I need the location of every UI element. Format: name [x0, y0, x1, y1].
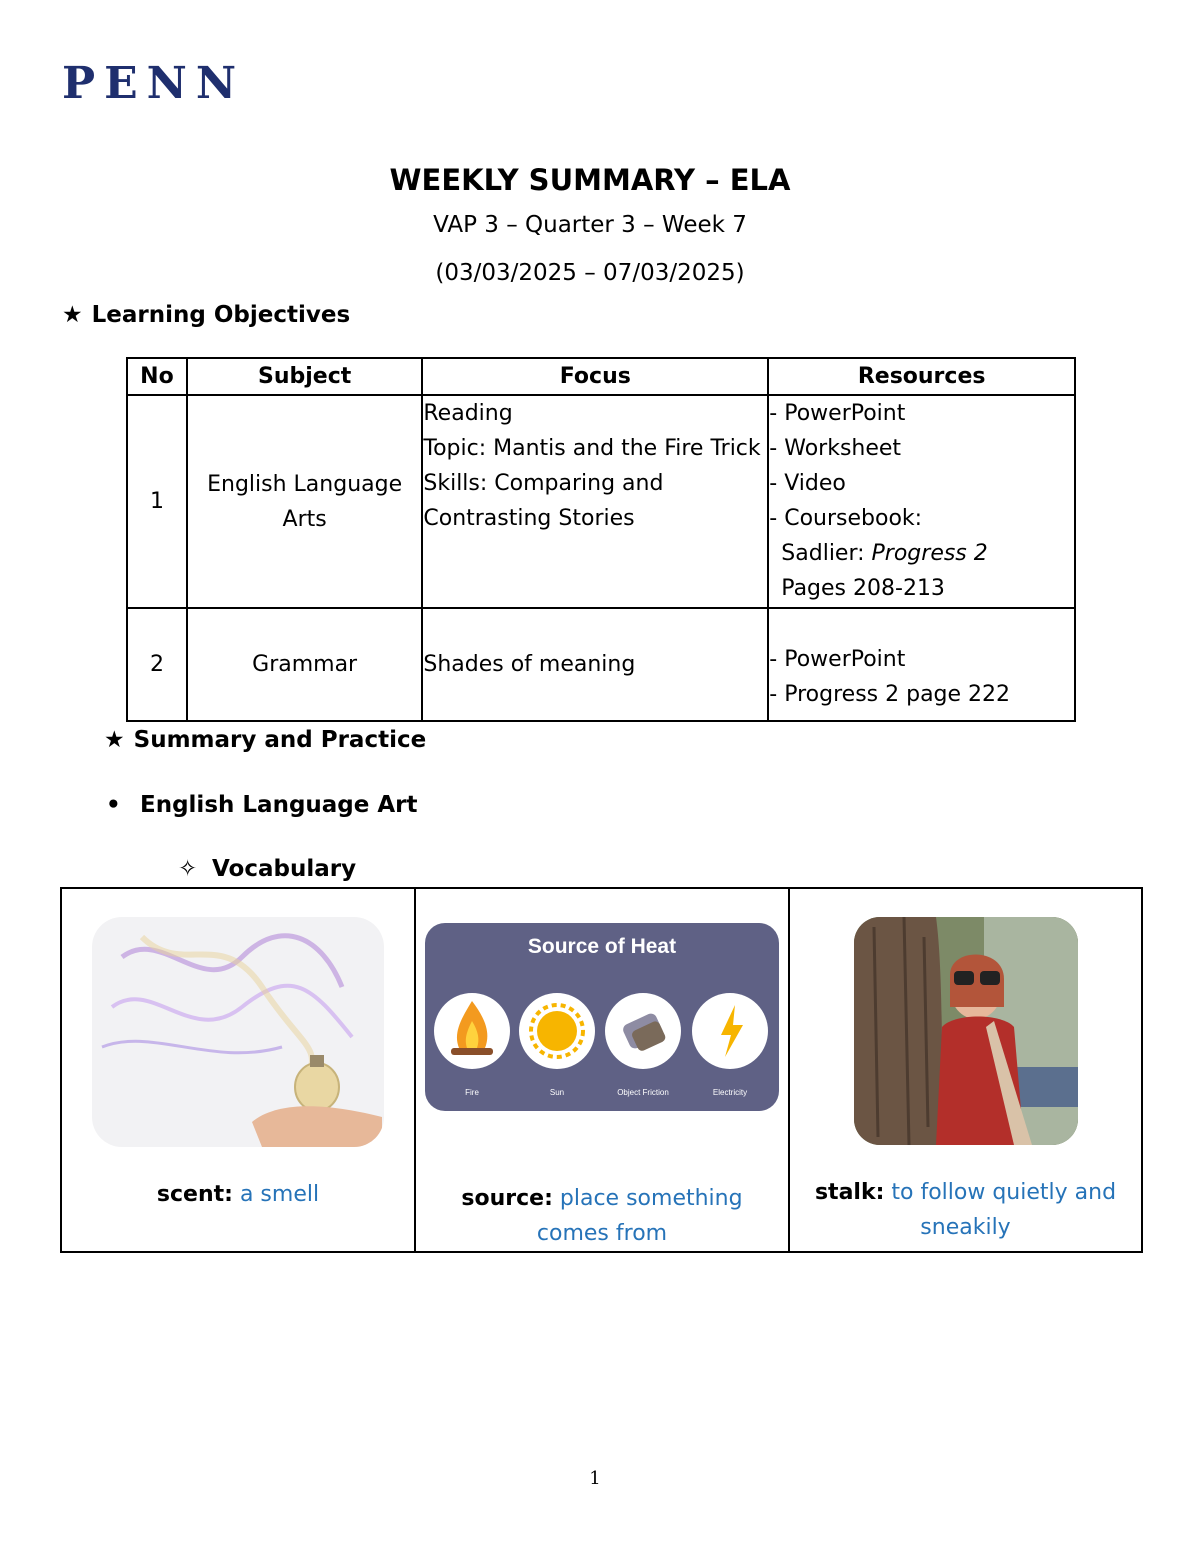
heat-label: Fire — [465, 1088, 479, 1097]
column-header: Subject — [187, 358, 423, 395]
vocabulary-heading — [178, 856, 356, 882]
column-header: Resources — [768, 358, 1075, 395]
row-subject: English Language Arts — [187, 395, 423, 608]
row-subject: Grammar — [187, 608, 423, 721]
bullet-dot-icon: • — [106, 792, 121, 818]
page-subtitle: VAP 3 – Quarter 3 – Week 7 — [433, 212, 747, 238]
resource-item: - PowerPoint — [769, 401, 906, 426]
date-range: (03/03/2025 – 07/03/2025) — [435, 260, 745, 286]
resource-item: - Worksheet — [769, 436, 902, 461]
resource-item: - PowerPoint — [769, 646, 906, 672]
vocab-cell — [415, 888, 789, 1252]
vocab-entry — [62, 1177, 414, 1212]
row-focus — [422, 395, 768, 608]
row-resources — [768, 608, 1075, 721]
focus-line: Shades of meaning — [423, 652, 636, 677]
vocab-entry — [790, 1175, 1141, 1245]
row-focus — [422, 608, 768, 721]
resource-book — [769, 536, 1074, 571]
table-row — [127, 395, 1075, 608]
objectives-table — [126, 357, 1076, 722]
book-title: Progress 2 — [871, 541, 988, 566]
row-number: 1 — [127, 395, 187, 608]
vocabulary-table — [60, 887, 1143, 1253]
vocab-word: stalk: — [814, 1180, 885, 1205]
summary-label: Summary and Practice — [133, 727, 427, 753]
stalk-image — [854, 917, 1078, 1145]
column-header: No — [127, 358, 187, 395]
diamond-bullet-icon: ✧ — [178, 856, 198, 882]
book-publisher: Sadlier: — [781, 541, 872, 566]
resource-item: - Video — [769, 471, 846, 496]
table-header-row — [127, 358, 1075, 395]
vocab-word: source: — [461, 1186, 553, 1211]
resource-pages: Pages 208-213 — [781, 576, 945, 601]
focus-line: Topic: Mantis and the Fire Trick — [423, 436, 761, 461]
focus-line: Skills: Comparing and Contrasting Stories — [423, 471, 664, 531]
star-icon: ★ — [104, 727, 125, 753]
perfume-image — [92, 917, 384, 1147]
page-title: WEEKLY SUMMARY – ELA — [389, 163, 791, 197]
vocab-cell — [61, 888, 415, 1252]
vocab-definition: place something comes from — [536, 1186, 743, 1246]
bullet-label: English Language Art — [140, 792, 418, 818]
summary-heading — [104, 727, 426, 753]
penn-logo: PENN — [62, 58, 246, 109]
vocabulary-label: Vocabulary — [212, 856, 357, 882]
vocab-cell — [789, 888, 1142, 1252]
column-header: Focus — [422, 358, 768, 395]
focus-line: Reading — [423, 401, 513, 426]
row-number: 2 — [127, 608, 187, 721]
row-resources — [768, 395, 1075, 608]
learning-objectives-label: Learning Objectives — [91, 302, 351, 328]
table-row — [127, 608, 1075, 721]
vocab-entry — [416, 1181, 788, 1251]
heat-label: Electricity — [712, 1088, 748, 1097]
vocab-definition: a smell — [239, 1182, 320, 1207]
vocab-word: scent: — [156, 1182, 233, 1207]
source-of-heat-image — [425, 923, 779, 1111]
bullet-item — [106, 792, 418, 818]
learning-objectives-heading — [62, 302, 350, 328]
page-number: 1 — [589, 1468, 601, 1489]
heat-label: Sun — [549, 1088, 565, 1097]
vocab-definition: to follow quietly and sneakily — [891, 1180, 1117, 1240]
resource-item: - Progress 2 page 222 — [769, 681, 1011, 707]
heat-card-title: Source of Heat — [527, 935, 677, 958]
star-icon: ★ — [62, 302, 83, 328]
resource-item: - Coursebook: — [769, 506, 923, 531]
heat-label: Object Friction — [617, 1088, 669, 1097]
